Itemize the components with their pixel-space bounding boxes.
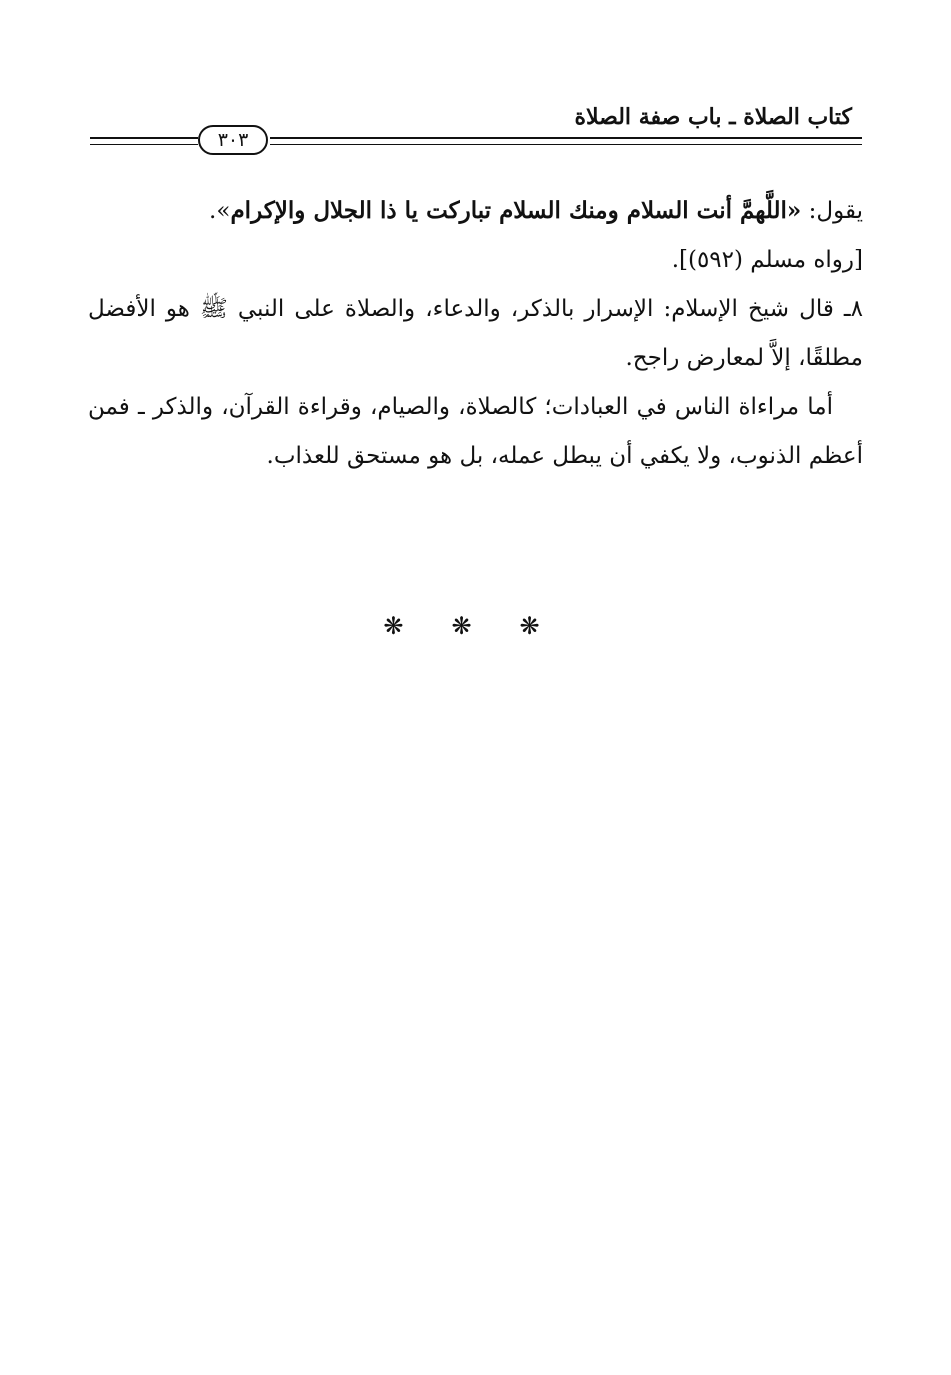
page-header [90,100,862,162]
header-rule-right-top [270,137,862,139]
quote-close: ». [209,198,231,224]
quote-open: « [786,197,802,224]
paragraph-3: أما مراءاة الناس في العبادات؛ كالصلاة، والصيام، وقراءة القرآن، والذكر ـ فمن أعظم الذنوب، ولا يكفي أن يبطل عمله، بل هو مستحق للعذاب. [88,394,863,469]
divider-star-icon: ❋ [383,612,432,640]
paragraph-2: ٨ـ قال شيخ الإسلام: الإسرار بالذكر، والدعاء، والصلاة على النبي ﷺ هو الأفضل مطلقًا، إلاَّ لمعارض راجح. [88,296,863,371]
divider-star-icon: ❋ [519,612,568,640]
dua-quote: اللَّهمَّ أنت السلام ومنك السلام تباركت يا ذا الجلال والإكرام [230,197,787,224]
divider-star-icon: ❋ [451,612,500,640]
header-rule-left-top [90,137,198,139]
page-body [88,186,863,481]
page-number: ٣٠٣ [198,125,268,155]
running-title: كتاب الصلاة ـ باب صفة الصلاة [574,104,852,130]
section-divider [0,612,951,640]
header-rule-right-bottom [270,144,862,145]
paragraph-1 [88,186,863,285]
hadith-reference: [رواه مسلم (٥٩٢)]. [671,247,863,273]
paragraph-1-lead: يقول: [801,198,863,224]
header-rule-left-bottom [90,144,198,145]
